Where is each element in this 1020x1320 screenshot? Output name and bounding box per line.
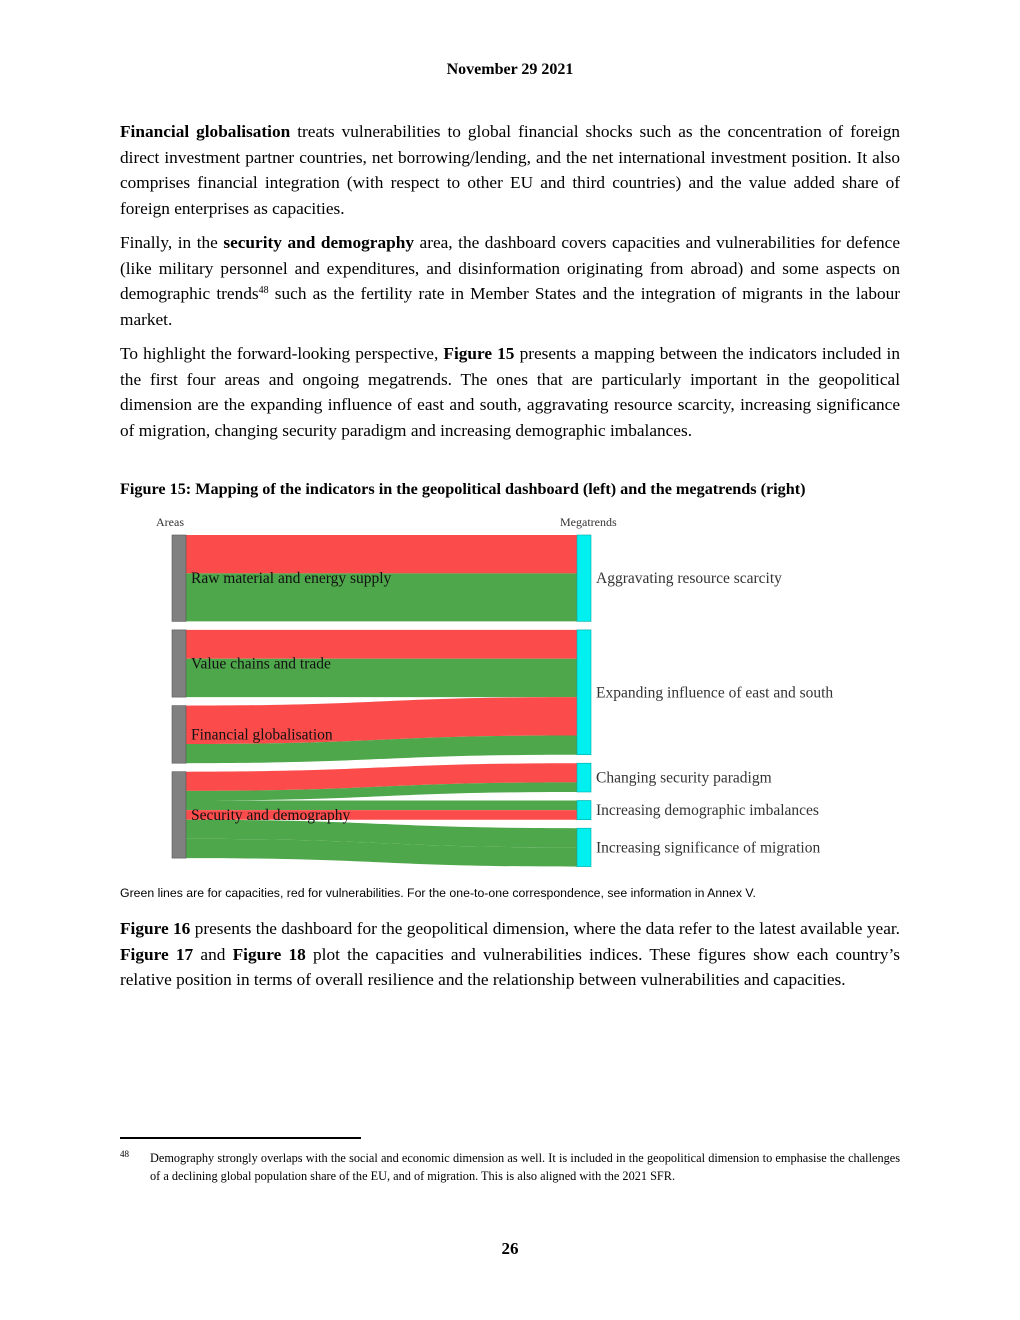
areas-header: Areas (156, 515, 184, 529)
paragraph-text: presents the dashboard for the geopolitical dimension, where the data refer to the latest available year. (190, 919, 900, 938)
megatrend-node-changing-security-paradigm (577, 763, 591, 792)
megatrend-label-aggravating-resource-scarcity: Aggravating resource scarcity (596, 570, 782, 588)
area-label-security-and-demography: Security and demography (191, 806, 351, 824)
area-node-raw-material-and-energy-supply (172, 535, 186, 621)
paragraph-text: presents a mapping between the indicators included in the first four areas and ongoing megatrends. The ones that are particularly important in the geopolitical dimension are the expanding influence of east and south, aggravating resource scarcity, increasing significance of migration, changing security paradigm and increasing demographic imbalances. (120, 344, 900, 440)
megatrend-node-increasing-demographic-imbalances (577, 801, 591, 820)
figure-reference: Figure 18 (232, 944, 306, 964)
bold-term: security and demography (223, 233, 414, 252)
megatrend-label-increasing-demographic-imbalances: Increasing demographic imbalances (596, 802, 819, 820)
area-label-value-chains-and-trade: Value chains and trade (191, 655, 331, 673)
figure-caption: Figure 15: Mapping of the indicators in the geopolitical dashboard (left) and the megatrends (right) (120, 480, 806, 498)
paragraph-text: and (193, 944, 233, 964)
megatrend-node-aggravating-resource-scarcity (577, 535, 591, 621)
paragraph-financial-globalisation (120, 119, 900, 221)
paragraph-forward-looking (120, 341, 900, 443)
area-label-financial-globalisation: Financial globalisation (191, 726, 333, 744)
sankey-svg (120, 510, 900, 880)
bold-term: Financial globalisation (120, 122, 291, 141)
paragraph-text: area, the dashboard covers capacities and vulnerabilities for defence (like military personnel and expenditures, and disinformation originating from abroad) and some aspects on demographic trends (120, 233, 900, 303)
figure-reference: Figure 15 (443, 344, 515, 363)
megatrend-node-expanding-influence-of-east-and-south (577, 630, 591, 755)
footnote (120, 1150, 900, 1185)
footnote-separator (120, 1137, 361, 1139)
paragraph-text: plot the capacities and vulnerabilities indices. These figures show each country’s relative position in terms of overall resilience and the relationship between vulnerabilities and capacities. (120, 944, 900, 989)
figure-reference: Figure 17 (120, 944, 194, 964)
page-number: 26 (501, 1239, 519, 1258)
paragraph-figure16 (120, 916, 900, 993)
paragraph-text: To highlight the forward-looking perspective, (120, 344, 444, 363)
area-node-value-chains-and-trade (172, 630, 186, 697)
megatrend-label-changing-security-paradigm: Changing security paradigm (596, 769, 772, 787)
megatrend-node-increasing-significance-of-migration (577, 828, 591, 866)
figure-reference: Figure 16 (120, 919, 191, 938)
megatrend-label-increasing-significance-of-migration: Increasing significance of migration (596, 839, 821, 857)
figure-note: Green lines are for capacities, red for vulnerabilities. For the one-to-one correspondence, see information in Annex V. (120, 886, 756, 900)
paragraph-text: such as the fertility rate in Member States and the integration of migrants in the labour market. (120, 284, 900, 329)
paragraph-security-demography (120, 230, 900, 332)
flow-vulnerability-0 (186, 535, 577, 573)
paragraph-text: Finally, in the (120, 233, 224, 252)
footnote-text: Demography strongly overlaps with the social and economic dimension as well. It is included in the geopolitical dimension to emphasise the challenges of a declining global population share of the EU, and of migration. This is also aligned with the 2021 SFR. (150, 1151, 900, 1183)
footnote-reference[interactable]: 48 (258, 285, 269, 296)
sankey-chart (120, 510, 900, 885)
area-node-financial-globalisation (172, 706, 186, 764)
megatrend-label-expanding-influence-of-east-and-south: Expanding influence of east and south (596, 684, 834, 702)
page-header-date: November 29 2021 (446, 61, 574, 78)
megatrends-header: Megatrends (560, 515, 617, 529)
paragraph-text: treats vulnerabilities to global financial shocks such as the concentration of foreign direct investment partner countries, net borrowing/lending, and the net international investment position. It also comprises financial integration (with respect to other EU and third countries) and the value added share of foreign enterprises as capacities. (120, 122, 900, 218)
flow-vulnerability-2 (186, 630, 577, 659)
footnote-mark: 48 (120, 1149, 129, 1159)
area-label-raw-material-and-energy-supply: Raw material and energy supply (191, 570, 392, 588)
area-node-security-and-demography (172, 772, 186, 858)
